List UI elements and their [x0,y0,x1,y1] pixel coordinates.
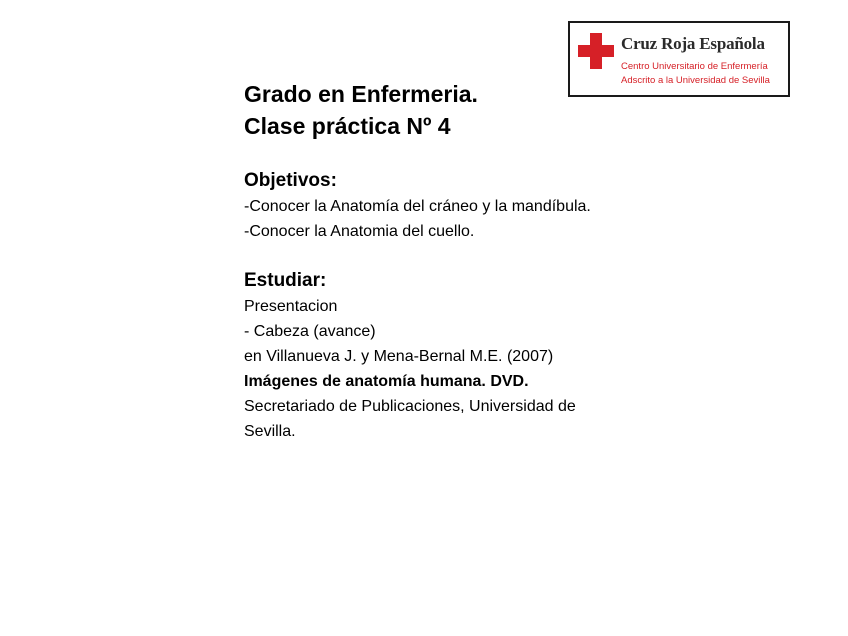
logo-title: Cruz Roja Española [621,34,765,53]
estudiar-title: Estudiar: [244,270,327,291]
objetivo-item-2: -Conocer la Anatomia del cuello. [244,223,475,240]
spacer [244,244,604,268]
objetivo-item-1: -Conocer la Anatomía del cráneo y la mandíbula. [244,198,591,215]
estudiar-line-presentacion: Presentacion [244,298,338,315]
spacer [244,142,604,168]
logo-subtitle-2: Adscrito a la Universidad de Sevilla [621,75,770,86]
reference-title-bold: Imágenes de anatomía humana. [244,373,486,390]
class-title: Clase práctica Nº 4 [244,113,451,139]
reference-text-end: Secretariado de Publicaciones, Universidad de Sevilla. [244,398,576,440]
objetivos-title: Objetivos: [244,170,337,191]
logo-subtitle-1: Centro Universitario de Enfermería [621,61,768,72]
estudiar-line-cabeza: - Cabeza (avance) [244,323,376,340]
estudiar-reference [244,344,604,444]
reference-dvd-bold: DVD. [490,373,529,390]
slide-content [244,78,604,444]
red-cross-icon [576,31,616,71]
degree-title: Grado en Enfermeria. [244,81,478,107]
reference-text-start: en Villanueva J. y Mena-Bernal M.E. (2007) [244,348,554,365]
